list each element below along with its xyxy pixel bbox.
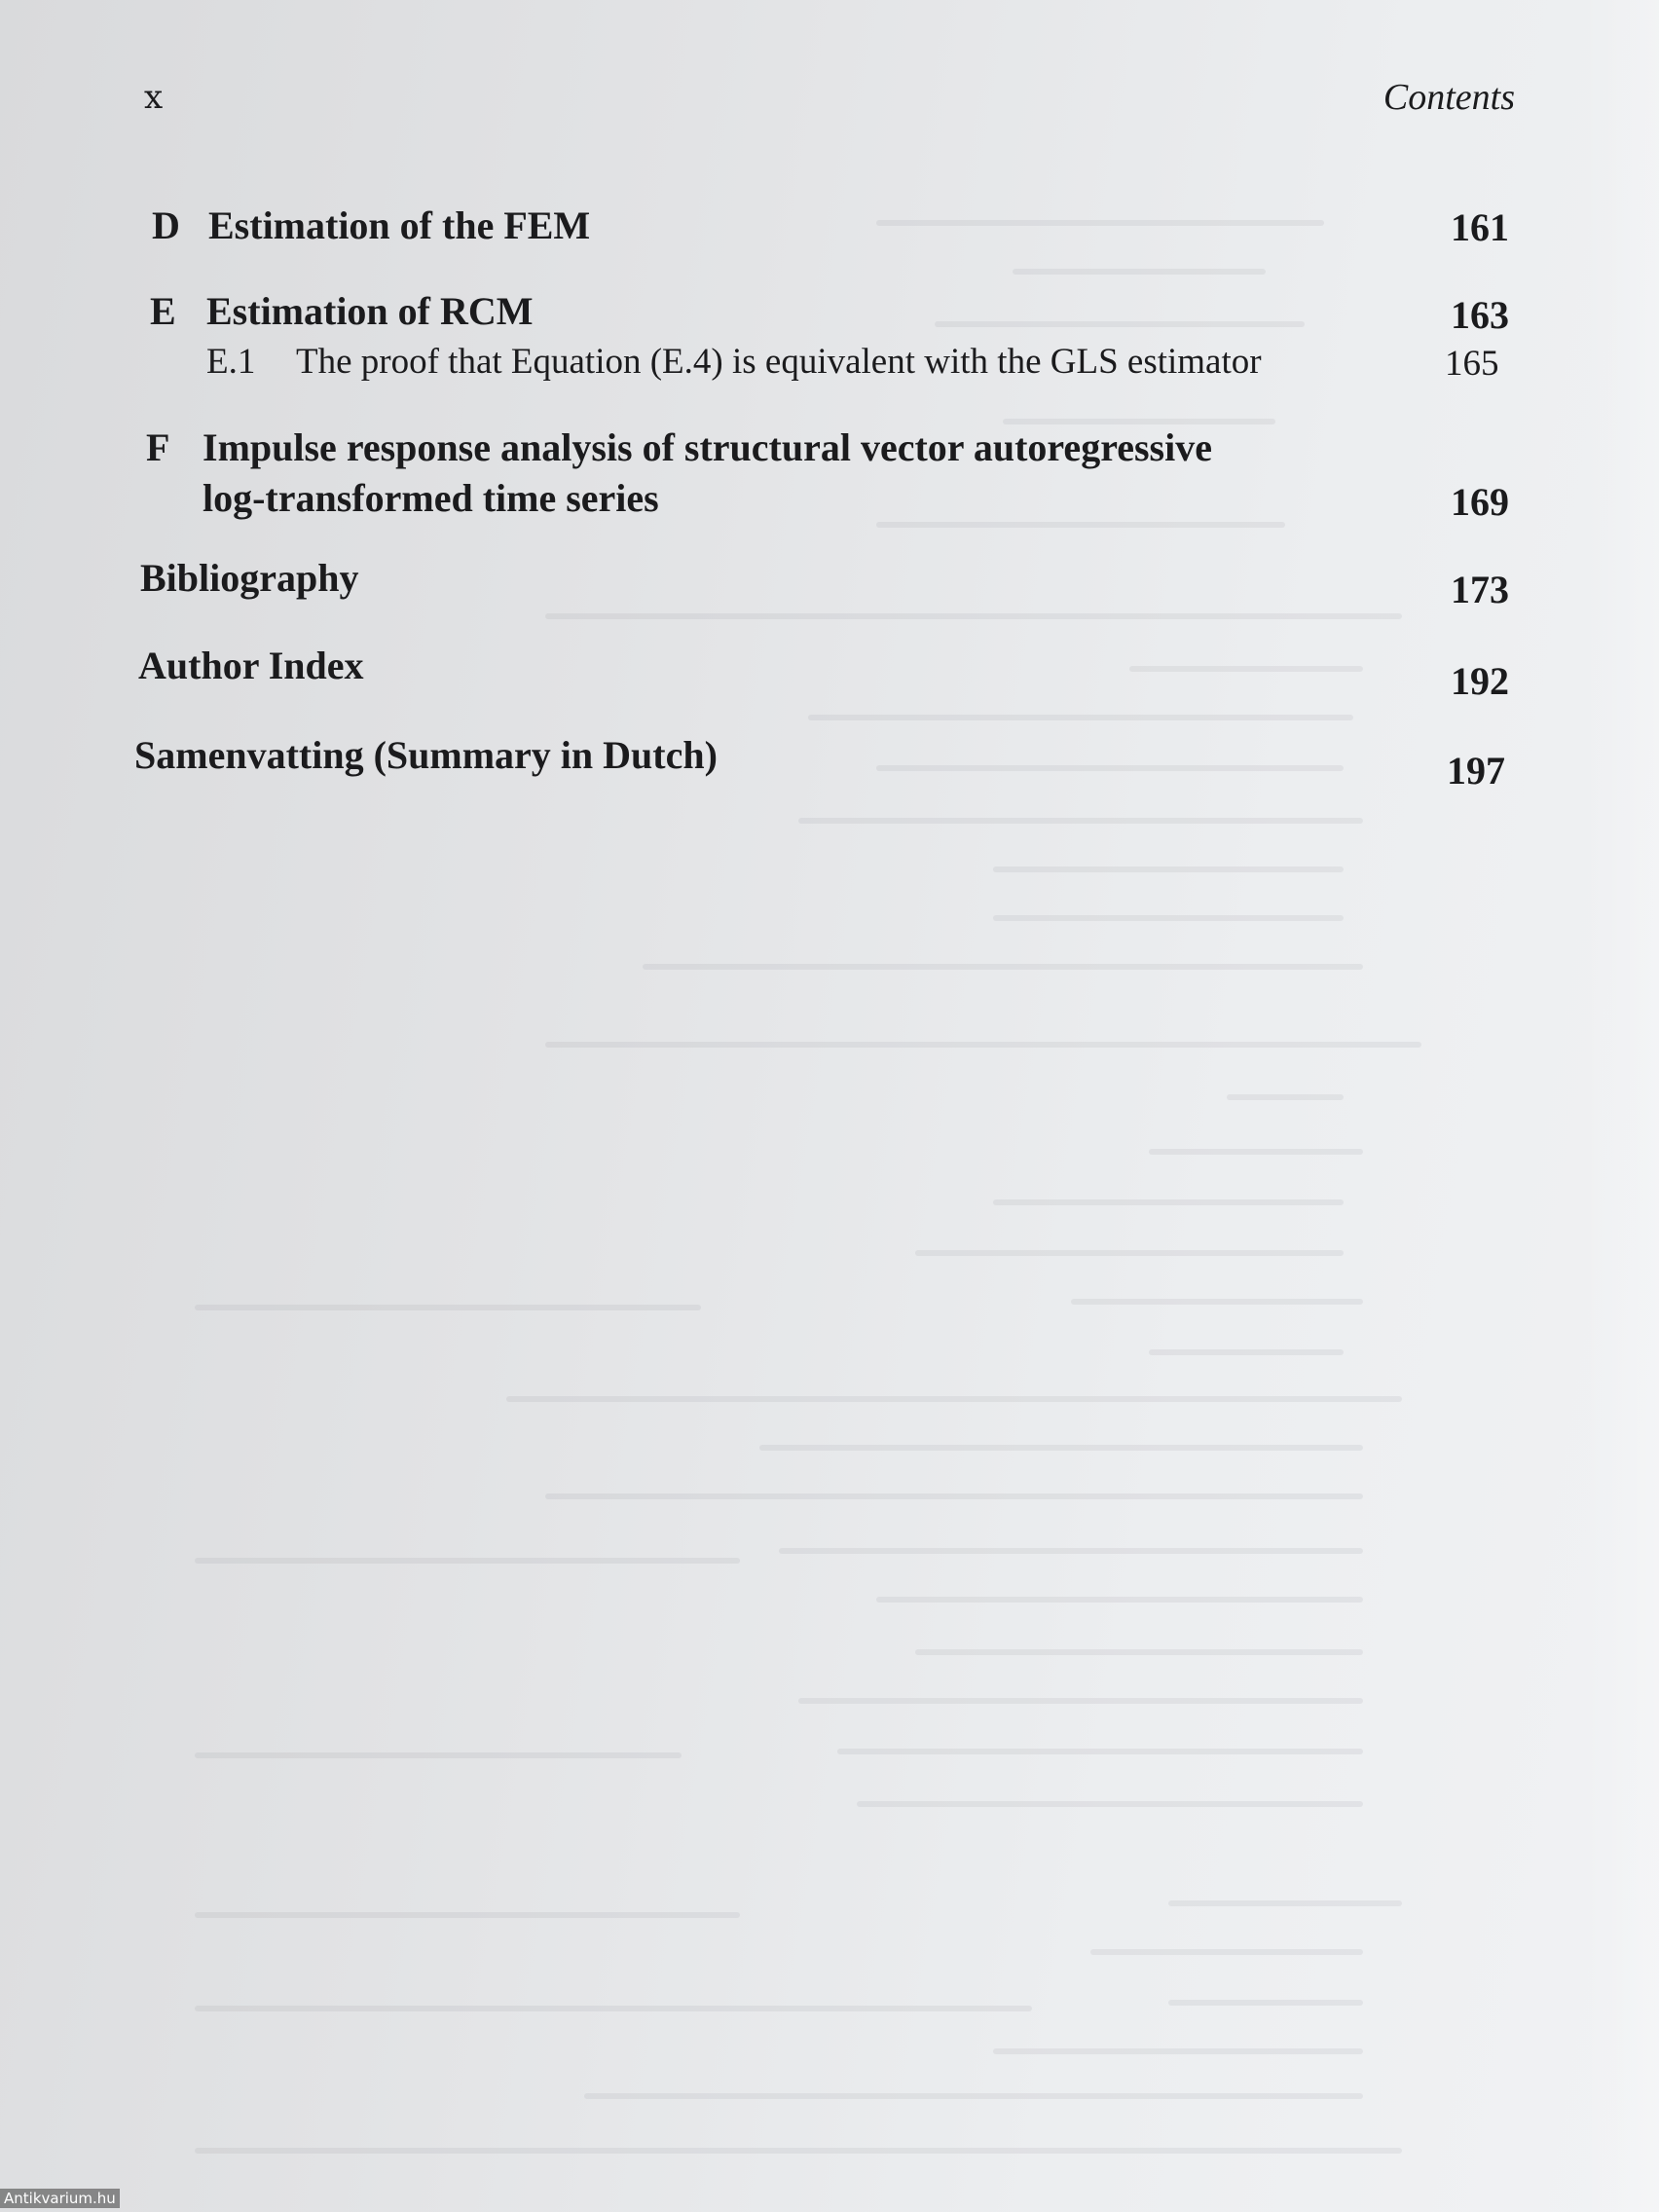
entry-page-number: 192 <box>1451 659 1509 703</box>
watermark-logo: Antikvarium.hu <box>0 2189 120 2208</box>
entry-title: Estimation of the FEM <box>208 203 591 247</box>
entry-title-line1: Impulse response analysis of structural vector autoregressive <box>203 425 1212 469</box>
toc-entry-appendix-f <box>146 424 1212 470</box>
toc-entry-appendix-e <box>150 288 534 334</box>
section-page-number: 165 <box>1445 344 1499 384</box>
toc-entry-samenvatting <box>134 732 718 778</box>
entry-page-number: 161 <box>1451 205 1509 249</box>
section-title: The proof that Equation (E.4) is equivalent with the GLS estimator <box>296 342 1262 382</box>
entry-page-number: 169 <box>1451 480 1509 524</box>
toc-entry-author-index <box>138 643 364 688</box>
appendix-letter: E <box>150 289 176 333</box>
section-number: E.1 <box>206 342 256 382</box>
entry-page-number: 197 <box>1447 749 1505 793</box>
entry-page-number: 163 <box>1451 293 1509 337</box>
toc-entry-bibliography <box>140 555 359 601</box>
toc-entry-appendix-d <box>152 203 590 248</box>
entry-title: Estimation of RCM <box>206 289 534 333</box>
entry-title: Author Index <box>138 644 364 687</box>
page-edge-shading <box>1581 0 1659 2212</box>
entry-title: Bibliography <box>140 556 359 600</box>
running-title: Contents <box>1382 77 1515 118</box>
toc-entry-appendix-f-continued <box>203 475 659 521</box>
entry-title-line2: log-transformed time series <box>203 476 659 520</box>
entry-title: Samenvatting (Summary in Dutch) <box>134 733 718 777</box>
toc-section-e1 <box>206 341 1262 383</box>
entry-page-number: 173 <box>1451 568 1509 611</box>
page-number-roman: x <box>144 78 164 117</box>
appendix-letter: F <box>146 425 170 469</box>
appendix-letter: D <box>152 203 180 247</box>
